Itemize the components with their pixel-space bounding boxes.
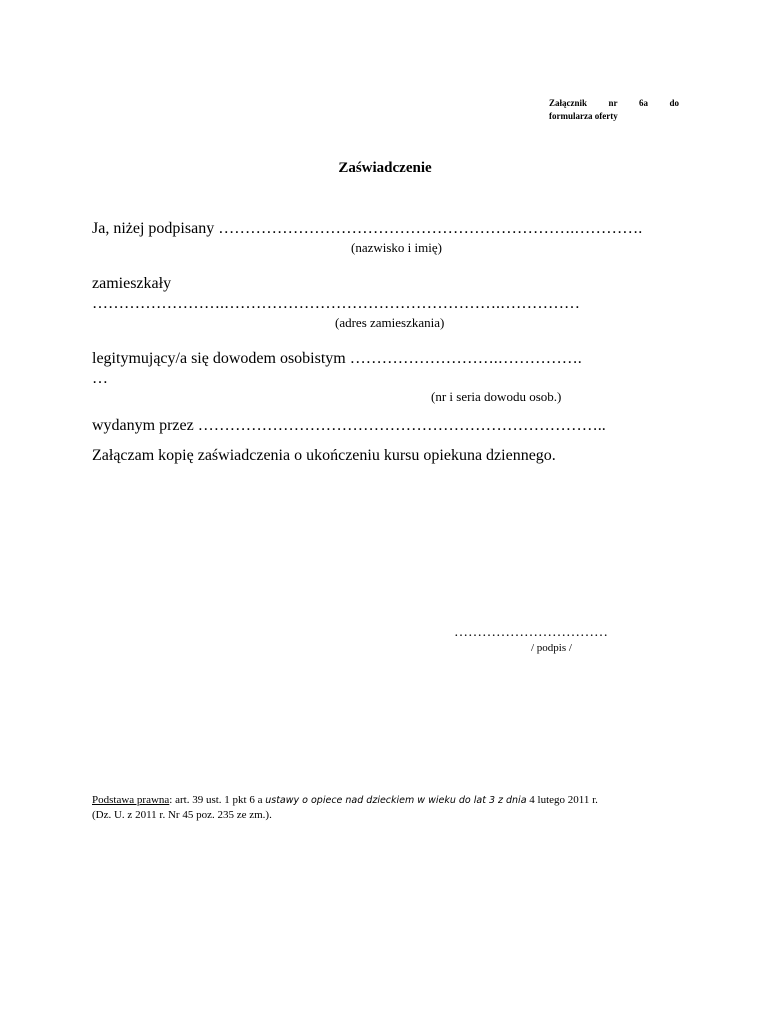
address-label: zamieszkały [92,275,172,292]
signature-label: / podpis / [531,642,572,654]
legal-basis [92,793,682,823]
annex-line-2: formularza oferty [549,111,618,121]
legal-basis-text-2: 4 lutego 2011 r. [526,794,598,806]
address-field-dots: …………………….…………………………………………….…………… [92,295,580,312]
annex-word-2: nr [608,98,618,108]
issued-by-line: wydanym przez ………………………………………………………………….. [92,417,606,434]
legal-basis-label: Podstawa prawna [92,794,170,806]
signature-line: …………………………… [454,625,608,640]
annex-word-4: do [669,98,679,108]
annex-word-3: 6a [638,98,648,108]
id-field-continuation: … [92,370,108,387]
legal-basis-text-1: : art. 39 ust. 1 pkt 6 a [169,794,266,806]
address-field-hint: (adres zamieszkania) [335,315,445,330]
id-field-hint: (nr i seria dowodu osob.) [431,389,562,404]
name-field-hint: (nazwisko i imię) [351,240,442,255]
legal-basis-line-2: (Dz. U. z 2011 r. Nr 45 poz. 235 ze zm.). [92,809,272,821]
legal-basis-line-1 [92,793,682,808]
annex-note [549,97,679,123]
document-title: Zaświadczenie [338,160,432,176]
annex-word-1: Załącznik [549,98,588,108]
attachment-statement: Załączam kopię zaświadczenia o ukończeniu kursu opiekuna dziennego. [92,447,556,464]
name-field-line: Ja, niżej podpisany ………………………………………………………….…………. [92,220,643,237]
id-field-line: legitymujący/a się dowodem osobistym ……………………….……………. [92,350,582,367]
legal-basis-act-name: ustawy o opiece nad dzieckiem w wieku do lat 3 z dnia [265,795,527,806]
